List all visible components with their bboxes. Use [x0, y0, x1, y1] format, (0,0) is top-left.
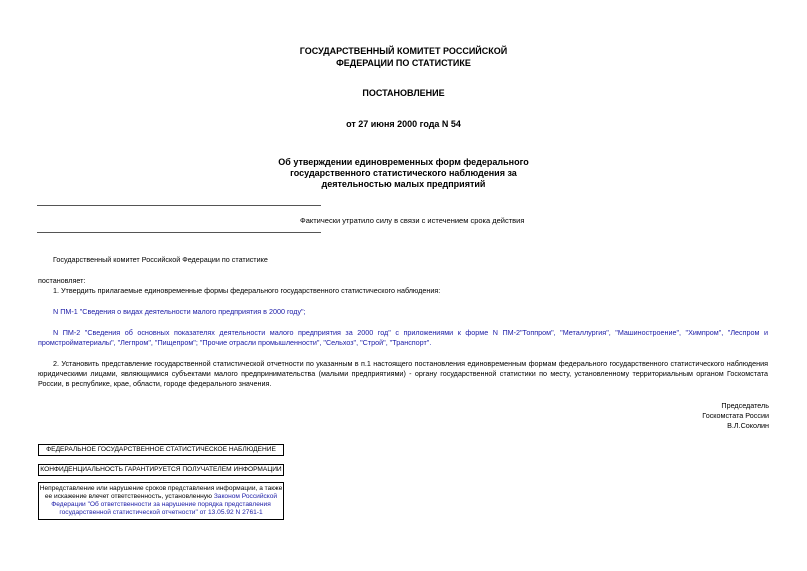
org-name-line1: ГОСУДАРСТВЕННЫЙ КОМИТЕТ РОССИЙСКОЙ — [299, 46, 508, 56]
federal-observation-box — [38, 444, 284, 456]
penalty-line-2 — [39, 493, 283, 501]
signature-agency: Госкомстата России — [702, 411, 769, 420]
confidentiality-label: КОНФИДЕНЦИАЛЬНОСТЬ ГАРАНТИРУЕТСЯ ПОЛУЧАТЕЛЕМ ИНФОРМАЦИИ — [40, 466, 282, 473]
status-divider-top — [37, 205, 321, 206]
federal-observation-label: ФЕДЕРАЛЬНОЕ ГОСУДАРСТВЕННОЕ СТАТИСТИЧЕСКОЕ НАБЛЮДЕНИЕ — [46, 446, 276, 453]
signature-name: В.Л.Соколин — [727, 421, 769, 430]
law-link-part3[interactable]: государственной статистической отчетности" от 13.05.92 N 2761-1 — [59, 509, 263, 516]
document-date-number: от 27 июня 2000 года N 54 — [346, 119, 461, 129]
form-pm2-link[interactable]: N ПМ-2 "Сведения об основных показателях деятельности малого предприятия за 2000 год" с приложениями к форме N ПМ-2"Топпром", "Металлургия", "Машиностроение", "Химпром", "Леспром и промстройматериалы", "Легпром", "Пищепром"; "Прочие отрасли промышленности", "Сельхоз", "Строй", "Транспорт". — [38, 328, 768, 347]
item-2-paragraph: 2. Установить представление государственной статистической отчетности по указанным в п.1 настоящего постановления единовременным формам федерального государственного статистического наблюдения юридическими лицами, являющимися субъектами малого предпринимательства (малыми предприятиями) - органу государственной статистики по месту, установленному территориальным органом Госкомстата России, в республике, крае, области, городе федерального значения. — [38, 359, 768, 388]
signature-block — [702, 401, 769, 431]
document-title-line1: Об утверждении единовременных форм федерального — [278, 157, 529, 167]
resolves-paragraph: постановляет: — [38, 276, 86, 285]
document-type: ПОСТАНОВЛЕНИЕ — [362, 88, 445, 98]
status-note: Фактически утратило силу в связи с истечением срока действия — [300, 216, 525, 225]
item-1-paragraph: 1. Утвердить прилагаемые единовременные формы федерального государственного статистического наблюдения: — [53, 286, 441, 295]
intro-paragraph: Государственный комитет Российской Федерации по статистике — [53, 255, 268, 264]
penalty-line-2-text: ее искажение влечет ответственность, установленную — [44, 493, 212, 500]
status-divider-bottom — [37, 232, 321, 233]
document-title-line2: государственного статистического наблюдения за — [290, 168, 517, 178]
form-pm1-link[interactable]: N ПМ-1 "Сведения о видах деятельности малого предприятия в 2000 году"; — [53, 307, 306, 316]
law-link-part2[interactable]: Федерации "Об ответственности за нарушение порядка представления — [51, 501, 271, 508]
document-title-line3: деятельностью малых предприятий — [321, 179, 486, 189]
org-name-line2: ФЕДЕРАЦИИ ПО СТАТИСТИКЕ — [336, 58, 471, 68]
penalty-line-1: Непредставление или нарушение сроков представления информации, а также — [39, 485, 283, 492]
penalty-notice-box — [38, 482, 284, 520]
law-link-part1[interactable]: Законом Российской — [213, 493, 278, 500]
signature-position: Председатель — [721, 401, 769, 410]
confidentiality-box — [38, 464, 284, 476]
